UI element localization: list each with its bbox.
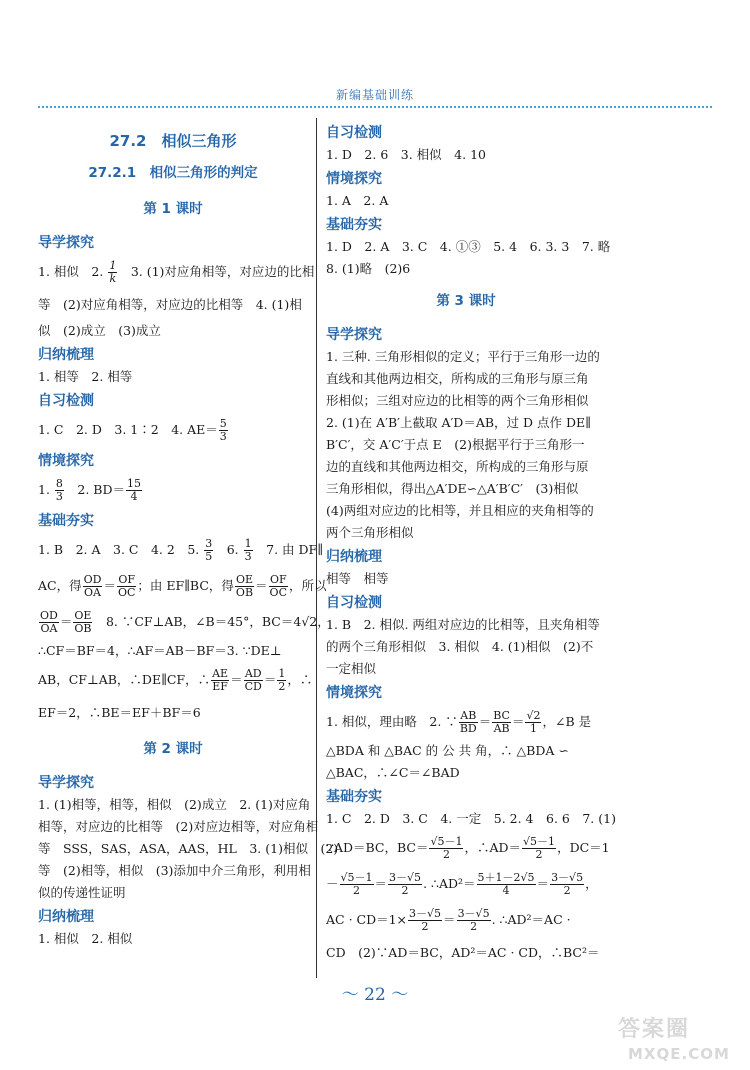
fraction: $\frac{15}{4}$ [127, 477, 142, 503]
answer-line: 1. B 2. 相似. 两组对应边的比相等，且夹角相等 [326, 617, 600, 632]
heading-guided-inquiry: 导学探究 [38, 775, 94, 791]
answer-line: 边的直线和其他两边相交，所构成的三角形与原 [326, 459, 589, 474]
fraction: $\frac{3-√5}{2}$ [551, 871, 584, 897]
answer-line: － $\frac{√5-1}{2}$ ＝ $\frac{3-√5}{2}$ . ∴AD²＝ $\frac{5+1-2√5}{4}$ ＝ $\frac{3-√5}{2}$ ， [326, 871, 598, 897]
answer-line: 8. (1)略 (2)6 [326, 261, 411, 276]
right-column [326, 120, 616, 968]
heading-scenario-inquiry: 情境探究 [326, 171, 382, 187]
heading-summary: 归纳梳理 [326, 549, 382, 565]
heading-guided-inquiry: 导学探究 [38, 235, 94, 251]
page-number: ～ 22 ～ [341, 985, 409, 1005]
left-column [38, 120, 339, 950]
fraction: $\frac{5+1-2√5}{4}$ [477, 871, 535, 897]
answer-line: 1. C 2. D 3. C 4. 一定 5. 2. 4 6. 6 7. (1) [326, 811, 616, 826]
fraction: $\frac{OE}{OB}$ [74, 609, 92, 635]
answer-line: 直线和其他两边相交，所构成的三角形与原三角 [326, 371, 589, 386]
answer-line: (4)两组对应边的比相等，并且相应的夹角相等的 [326, 503, 594, 518]
answer-line: B′C′，交 A′C′于点 E (2)根据平行于三角形一 [326, 437, 585, 452]
heading-self-check: 自习检测 [38, 393, 94, 409]
fraction: $\frac{√5-1}{2}$ [340, 871, 373, 897]
fraction: $\frac{OF}{OC}$ [117, 573, 136, 599]
answer-line: 1. B 2. A 3. C 4. 2 5. $\frac{3}{5}$ 6. $\frac{1}{3}$ 7. 由 DF∥ [38, 537, 323, 563]
answer-line: 1. 相似 2. $\frac{1}{k}$ 3. (1)对应角相等，对应边的比相 [38, 259, 315, 285]
heading-summary: 归纳梳理 [38, 347, 94, 363]
fraction: $\frac{1}{k}$ [109, 259, 117, 285]
header-title: 新编基础训练 [335, 88, 414, 102]
heading-basic-consolidation: 基础夯实 [38, 513, 94, 529]
answer-line: 1. D 2. 6 3. 相似 4. 10 [326, 147, 486, 162]
fraction: $\frac{√2}{1}$ [526, 709, 541, 735]
lesson-3-title: 第 3 课时 [436, 293, 496, 309]
answer-line: 两个三角形相似 [326, 525, 414, 540]
fraction: $\frac{3-√5}{2}$ [457, 907, 490, 933]
lesson-2-title: 第 2 课时 [143, 741, 203, 757]
answer-line: 1. (1)相等，相等，相似 (2)成立 2. (1)对应角 [38, 797, 311, 812]
heading-summary: 归纳梳理 [38, 909, 94, 925]
answer-line: 似 (2)成立 (3)成立 [38, 323, 161, 338]
lesson-1-title: 第 1 课时 [143, 201, 203, 217]
header-rule [38, 106, 712, 108]
fraction: $\frac{8}{3}$ [55, 477, 63, 503]
answer-line: AC，得 $\frac{OD}{OA}$ ＝ $\frac{OF}{OC}$ ；由 EF∥BC，得 $\frac{OE}{OB}$ ＝ $\frac{OF}{OC}$ ，所以 [38, 573, 327, 599]
answer-line: 三角形相似，得出△A′DE∽△A′B′C′ (3)相似 [326, 481, 579, 496]
section-title: 27.2 相似三角形 [109, 132, 237, 150]
heading-basic-consolidation: 基础夯实 [326, 217, 382, 233]
heading-guided-inquiry: 导学探究 [326, 327, 382, 343]
heading-basic-consolidation: 基础夯实 [326, 789, 382, 805]
fraction: $\frac{AD}{CD}$ [244, 667, 262, 693]
fraction: $\frac{OD}{OA}$ [83, 573, 102, 599]
fraction: $\frac{3-√5}{2}$ [389, 871, 422, 897]
fraction: $\frac{BC}{AB}$ [493, 709, 510, 735]
fraction: $\frac{√5-1}{2}$ [430, 835, 463, 861]
answer-line: 1. A 2. A [326, 193, 389, 208]
fraction: $\frac{OE}{OB}$ [235, 573, 254, 599]
answer-line: △BDA 和 △BAC 的 公 共 角，∴ △BDA ∽ [326, 743, 569, 758]
answer-line: △BAC，∴∠C＝∠BAD [326, 765, 460, 780]
answer-line: 等 (2)相等，相似 (3)添加中介三角形，利用相 [38, 863, 311, 878]
answer-line: ∵AD＝BC，BC＝ $\frac{√5-1}{2}$ ，∴AD＝ $\frac{√5-1}{2}$ ，DC＝1 [326, 835, 610, 861]
answer-line: 形相似；三组对应边的比相等的两个三角形相似 [326, 393, 589, 408]
answer-line: 1. C 2. D 3. 1∶2 4. AE＝ $\frac{5}{3}$ [38, 417, 227, 443]
answer-line: 一定相似 [326, 661, 377, 676]
fraction: $\frac{1}{3}$ [244, 537, 252, 563]
fraction: $\frac{OD}{OA}$ [40, 609, 58, 635]
answer-line: 似的传递性证明 [38, 885, 126, 900]
subsection-title: 27.2.1 相似三角形的判定 [88, 165, 258, 181]
answer-line: 2. (1)在 A′B′上截取 A′D＝AB，过 D 点作 DE∥ [326, 415, 591, 430]
fraction: $\frac{1}{2}$ [278, 667, 286, 693]
answer-line: CD (2)∵AD＝BC，AD²＝AC · CD，∴BC²＝ [326, 945, 600, 960]
answer-line: ∴CF＝BF＝4，∴AF＝AB－BF＝3. ∵DE⊥ [38, 643, 282, 658]
answer-line: 相等，对应边的比相等 (2)对应边相等，对应角相 [38, 819, 319, 834]
answer-line: 1. 相似，理由略 2. ∵ $\frac{AB}{BD}$ ＝ $\frac{BC}{AB}$ ＝ $\frac{√2}{1}$ ，∠B 是 [326, 709, 592, 735]
answer-line: 1. D 2. A 3. C 4. ①③ 5. 4 6. 3. 3 7. 略 [326, 239, 611, 254]
answer-line: AB，CF⊥AB，∴DE∥CF，∴ $\frac{AE}{EF}$ ＝ $\frac{AD}{CD}$ ＝ $\frac{1}{2}$ ，∴ [38, 667, 313, 693]
heading-self-check: 自习检测 [326, 125, 382, 141]
watermark-logo: 答案圈 [618, 1017, 691, 1042]
fraction: $\frac{√5-1}{2}$ [523, 835, 556, 861]
answer-line: $\frac{OD}{OA}$ ＝ $\frac{OE}{OB}$ 8. ∵CF⊥AB，∠B＝45°，BC＝4√2， [40, 609, 330, 635]
fraction: $\frac{5}{3}$ [219, 417, 227, 443]
heading-scenario-inquiry: 情境探究 [38, 453, 94, 469]
answer-line: 等 SSS，SAS，ASA，AAS，HL 3. (1)相似 (2) [38, 841, 339, 856]
answer-line: EF＝2，∴BE＝EF＋BF＝6 [38, 705, 201, 720]
watermark-site: MXQE.COM [628, 1045, 730, 1063]
answer-line: 的两个三角形相似 3. 相似 4. (1)相似 (2)不 [326, 639, 594, 654]
answer-line: 1. $\frac{8}{3}$ 2. BD＝ $\frac{15}{4}$ [38, 477, 142, 503]
fraction: $\frac{AB}{BD}$ [459, 709, 477, 735]
answer-line: 等 (2)对应角相等，对应边的比相等 4. (1)相 [38, 297, 302, 312]
answer-line: 相等 相等 [326, 571, 389, 586]
heading-scenario-inquiry: 情境探究 [326, 685, 382, 701]
answer-line: AC · CD＝1× $\frac{3-√5}{2}$ ＝ $\frac{3-√5}{2}$ . ∴AD²＝AC · [326, 907, 571, 933]
answer-line: 1. 相似 2. 相似 [38, 931, 133, 946]
answer-line: 1. 三种. 三角形相似的定义；平行于三角形一边的 [326, 349, 600, 364]
fraction: $\frac{3-√5}{2}$ [409, 907, 442, 933]
heading-self-check: 自习检测 [326, 595, 382, 611]
fraction: $\frac{3}{5}$ [205, 537, 213, 563]
fraction: $\frac{AE}{EF}$ [212, 667, 229, 693]
answer-line: 1. 相等 2. 相等 [38, 369, 133, 384]
fraction: $\frac{OF}{OC}$ [269, 573, 287, 599]
